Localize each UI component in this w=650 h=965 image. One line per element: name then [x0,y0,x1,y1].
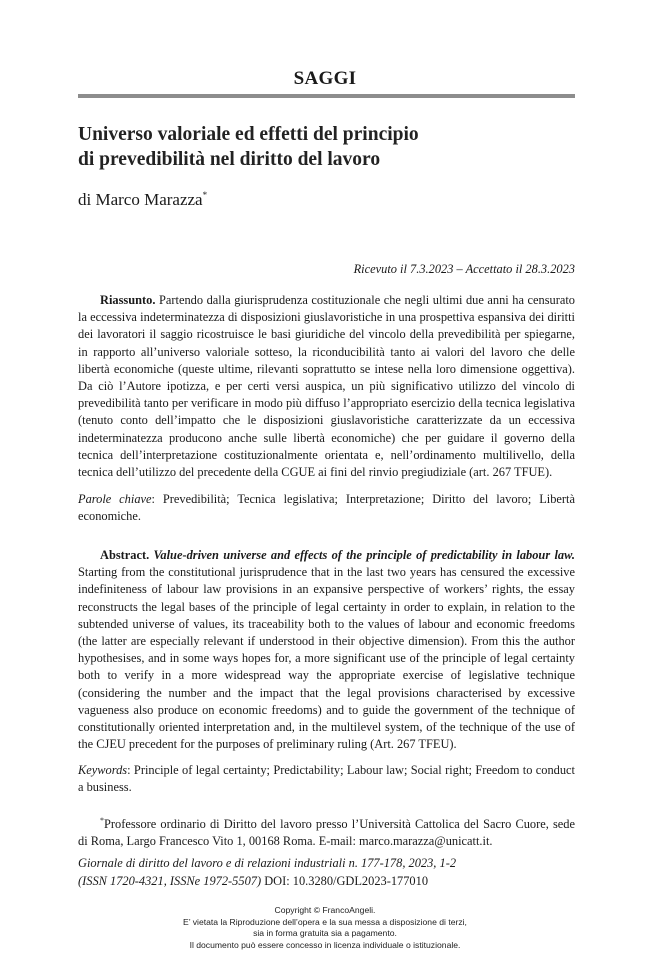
keywords-label: Keywords [78,763,128,777]
abstract-title: Value-driven universe and effects of the principle of predictability in labour law. [153,548,575,562]
article-title [78,122,575,172]
footnote-mark: * [100,816,104,825]
keywords-paragraph [78,762,575,796]
section-heading: SAGGI [293,68,357,89]
journal-name: Giornale di diritto del lavoro e di relazioni industriali n. 177-178, 2023, 1-2 [78,856,457,870]
section-rule [78,94,575,98]
keywords-text: : Principle of legal certainty; Predictability; Labour law; Social right; Freedom to conduct a business. [78,763,575,795]
abstract-label: Abstract. [100,548,150,562]
journal-doi[interactable]: DOI: 10.3280/GDL2023-177010 [261,874,429,888]
copyright-notice [0,905,650,951]
abstract-text: Starting from the constitutional jurisprudence that in the last two years has censured the excessive indefiniteness of labour law provisions in an expansive perspective of workers’ rights, the essay reconstructs the legal bases of the principle of legal certainty in order to explain, in relation to the subtended universe of values, its traceability both to the values of labour and economic freedoms (the latter are especially relevant if understood in their objective dimension). From this the author hypothesises, and in some ways hopes for, a more significant use of the principle of legal certainty both to verify in a more widespread way the appropriate exercise of legislative technique (considering the number and the impact that the legal provisions characterised by excessive vagueness also produce on economic freedoms) and to guide the government of the technique of constitutionally oriented interpretation and, in the multilevel system, of the technique of the use of the CJEU precedent for the purposes of preliminary ruling (Art. 267 TFEU). [78,565,575,752]
article-title-line-2: di prevedibilità nel diritto del lavoro [78,149,381,170]
journal-identifiers [78,872,575,890]
author-name: di Marco Marazza [78,190,203,209]
parole-chiave-label: Parole chiave [78,492,152,506]
journal-issn: (ISSN 1720-4321, ISSNe 1972-5507) [78,874,262,888]
abstract-paragraph [78,547,575,753]
received-accepted-dates: Ricevuto il 7.3.2023 – Accettato il 28.3.2023 [353,262,575,276]
riassunto-label: Riassunto. [100,293,156,307]
riassunto-paragraph [78,292,575,481]
author-footnote-mark: * [202,190,208,200]
journal-citation [78,854,575,890]
footnote-text: Professore ordinario di Diritto del lavoro presso l’Università Cattolica del Sacro Cuore, sede di Roma, Largo Francesco Vito 1, 00168 Roma. E-mail: marco.marazza@unicatt.it. [78,817,575,849]
article-title-line-1: Universo valoriale ed effetti del principio [78,124,419,145]
copyright-line-2: E’ vietata la Riproduzione dell’opera e la sua messa a disposizione di terzi, [183,916,467,927]
parole-chiave-paragraph [78,491,575,525]
copyright-line-4: Il documento può essere concesso in licenza individuale o istituzionale. [189,939,461,950]
parole-chiave-text: : Prevedibilità; Tecnica legislativa; Interpretazione; Diritto del lavoro; Libertà economiche. [78,492,575,524]
copyright-line-1: Copyright © FrancoAngeli. [274,905,376,915]
copyright-line-3: sia in forma gratuita sia a pagamento. [253,928,397,939]
riassunto-text: Partendo dalla giurisprudenza costituzionale che negli ultimi due anni ha censurato la eccessiva indeterminatezza di disposizioni giuslavoristiche in una prospettiva espansiva dei diritti dei lavoratori il saggio ricostruisce le basi giuridiche del vincolo della prevedibilità per spiegarne, in rapporto all’universo valoriale sotteso, la riconducibilità tanto ai valori del lavoro che delle libertà economiche (queste ultime, rilevanti soprattutto se intese nella loro dimensione oggettiva). Da ciò l’Autore ipotizza, e per certi versi auspica, un più significativo utilizzo del vincolo di prevedibilità tanto per verificare in modo più diffuso l’appropriato esercizio della tecnica legislativa (tenuto conto dell’impatto che le disposizioni giuslavoristiche caratterizzate da un eccessiva indeterminatezza producono anche sulle libertà economiche) che per guidare il governo della tecnica dell’interpretazione costituzionalmente orientata e, nell’ordinamento multilivello, della tecnica dell’utilizzo del precedente della CGUE ai fini del rinvio pregiudiziale (art. 267 TFUE). [78,293,575,480]
author-footnote [78,812,575,851]
author-line [78,190,207,210]
